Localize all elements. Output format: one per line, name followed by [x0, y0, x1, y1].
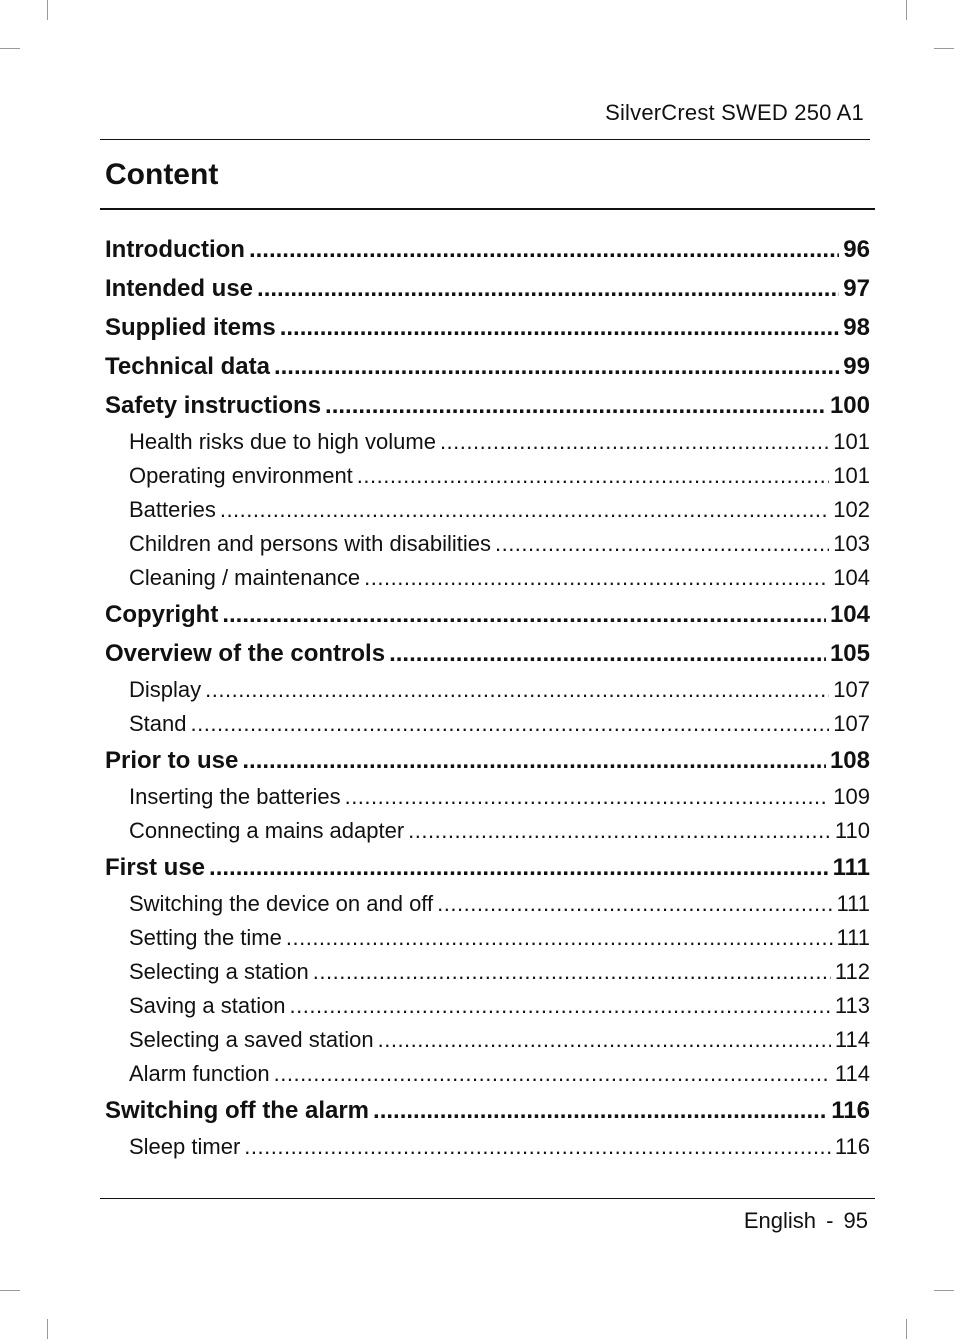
dot-leader [325, 386, 826, 425]
dot-leader [357, 459, 829, 493]
toc-section[interactable] [105, 673, 870, 707]
dot-leader [286, 921, 833, 955]
toc-entry-title: Technical data [105, 353, 270, 380]
dot-leader [205, 673, 829, 707]
toc-entry-title: Prior to use [105, 747, 239, 774]
toc-entry-title: Overview of the controls [105, 640, 386, 667]
toc-chapter[interactable] [105, 741, 870, 780]
toc-entry-title: Switching the device on and off [129, 891, 434, 916]
dot-leader [440, 425, 829, 459]
dot-leader [220, 493, 829, 527]
toc-section[interactable] [105, 887, 870, 921]
dot-leader [364, 561, 829, 595]
toc-section[interactable] [105, 527, 870, 561]
toc-entry-title: Operating environment [129, 463, 353, 488]
crop-mark [906, 0, 907, 20]
toc-entry-title: Supplied items [105, 314, 276, 341]
toc-chapter[interactable] [105, 269, 870, 308]
toc-entry-page: 98 [843, 314, 870, 341]
dot-leader [408, 814, 831, 848]
dot-leader [209, 848, 829, 887]
toc-section[interactable] [105, 780, 870, 814]
toc-entry-title: Display [129, 677, 202, 702]
dot-leader [373, 1091, 827, 1130]
toc-chapter[interactable] [105, 308, 870, 347]
toc-section[interactable] [105, 493, 870, 527]
toc-entry-page: 105 [829, 640, 870, 667]
toc-entry-title: Copyright [105, 601, 219, 628]
dot-leader [378, 1023, 831, 1057]
dot-leader [389, 634, 826, 673]
crop-mark [934, 1290, 954, 1291]
toc-section[interactable] [105, 1023, 870, 1057]
dot-leader [495, 527, 829, 561]
toc-entry-page: 112 [834, 959, 870, 984]
toc-entry-page: 101 [833, 429, 870, 454]
toc-entry-title: Batteries [129, 497, 216, 522]
toc-section[interactable] [105, 989, 870, 1023]
toc-entry-page: 111 [832, 854, 870, 881]
toc-entry-page: 103 [833, 531, 870, 556]
toc-chapter[interactable] [105, 347, 870, 386]
toc-entry-page: 102 [833, 497, 870, 522]
toc-entry-page: 111 [836, 925, 870, 950]
header-rule [100, 139, 870, 140]
toc-section[interactable] [105, 1057, 870, 1091]
toc-entry-title: Introduction [105, 236, 245, 263]
crop-mark [0, 48, 20, 49]
dot-leader [274, 1057, 831, 1091]
toc-entry-page: 111 [836, 891, 870, 916]
toc-entry-page: 114 [834, 1061, 870, 1086]
toc-section[interactable] [105, 814, 870, 848]
title-rule [100, 208, 875, 210]
toc-entry-page: 107 [833, 677, 870, 702]
dot-leader [244, 1130, 831, 1164]
toc-section[interactable] [105, 707, 870, 741]
toc-entry-title: Health risks due to high volume [129, 429, 436, 454]
dot-leader [345, 780, 830, 814]
dot-leader [437, 887, 832, 921]
toc-entry-title: Stand [129, 711, 187, 736]
toc-entry-page: 113 [834, 993, 870, 1018]
crop-mark [47, 1319, 48, 1339]
toc-entry-title: Saving a station [129, 993, 286, 1018]
toc-entry-title: Safety instructions [105, 392, 322, 419]
toc-chapter[interactable] [105, 595, 870, 634]
dot-leader [257, 269, 839, 308]
toc-chapter[interactable] [105, 230, 870, 269]
toc-entry-page: 99 [843, 353, 870, 380]
toc-entry-title: Cleaning / maintenance [129, 565, 361, 590]
toc-entry-title: Sleep timer [129, 1134, 241, 1159]
toc-section[interactable] [105, 955, 870, 989]
dot-leader [274, 347, 839, 386]
page-title: Content [105, 158, 219, 191]
toc-chapter[interactable] [105, 1091, 870, 1130]
toc-entry-title: Inserting the batteries [129, 784, 341, 809]
toc-entry-page: 96 [843, 236, 870, 263]
toc-entry-page: 110 [834, 818, 870, 843]
dot-leader [313, 955, 831, 989]
toc-entry-page: 116 [834, 1134, 870, 1159]
dot-leader [191, 707, 830, 741]
toc-chapter[interactable] [105, 386, 870, 425]
toc-entry-page: 108 [829, 747, 870, 774]
toc-entry-page: 104 [833, 565, 870, 590]
toc-section[interactable] [105, 1130, 870, 1164]
crop-mark [47, 0, 48, 20]
crop-mark [934, 48, 954, 49]
toc-entry-title: Setting the time [129, 925, 282, 950]
toc-section[interactable] [105, 459, 870, 493]
dot-leader [280, 308, 840, 347]
toc-entry-page: 101 [833, 463, 870, 488]
toc-entry-title: First use [105, 854, 206, 881]
dot-leader [222, 595, 826, 634]
toc-entry-page: 104 [829, 601, 870, 628]
crop-mark [0, 1290, 20, 1291]
dot-leader [242, 741, 826, 780]
toc-section[interactable] [105, 425, 870, 459]
toc-entry-title: Switching off the alarm [105, 1097, 370, 1124]
toc-entry-page: 107 [833, 711, 870, 736]
toc-entry-title: Selecting a station [129, 959, 309, 984]
toc-chapter[interactable] [105, 848, 870, 887]
dot-leader [249, 230, 839, 269]
toc-entry-title: Children and persons with disabilities [129, 531, 491, 556]
toc-entry-page: 116 [831, 1097, 870, 1124]
footer-rule [100, 1198, 875, 1199]
running-header: SilverCrest SWED 250 A1 [605, 100, 864, 125]
toc-entry-title: Connecting a mains adapter [129, 818, 405, 843]
toc-chapter[interactable] [105, 634, 870, 673]
toc-entry-title: Intended use [105, 275, 254, 302]
toc-entry-page: 100 [829, 392, 870, 419]
toc-entry-page: 114 [834, 1027, 870, 1052]
toc-entry-title: Alarm function [129, 1061, 270, 1086]
toc-section[interactable] [105, 561, 870, 595]
toc-entry-page: 109 [833, 784, 870, 809]
toc-entry-page: 97 [843, 275, 870, 302]
dot-leader [290, 989, 831, 1023]
toc-section[interactable] [105, 921, 870, 955]
table-of-contents [105, 230, 870, 1164]
toc-entry-title: Selecting a saved station [129, 1027, 374, 1052]
crop-mark [906, 1319, 907, 1339]
page-footer: English - 95 [743, 1208, 868, 1233]
